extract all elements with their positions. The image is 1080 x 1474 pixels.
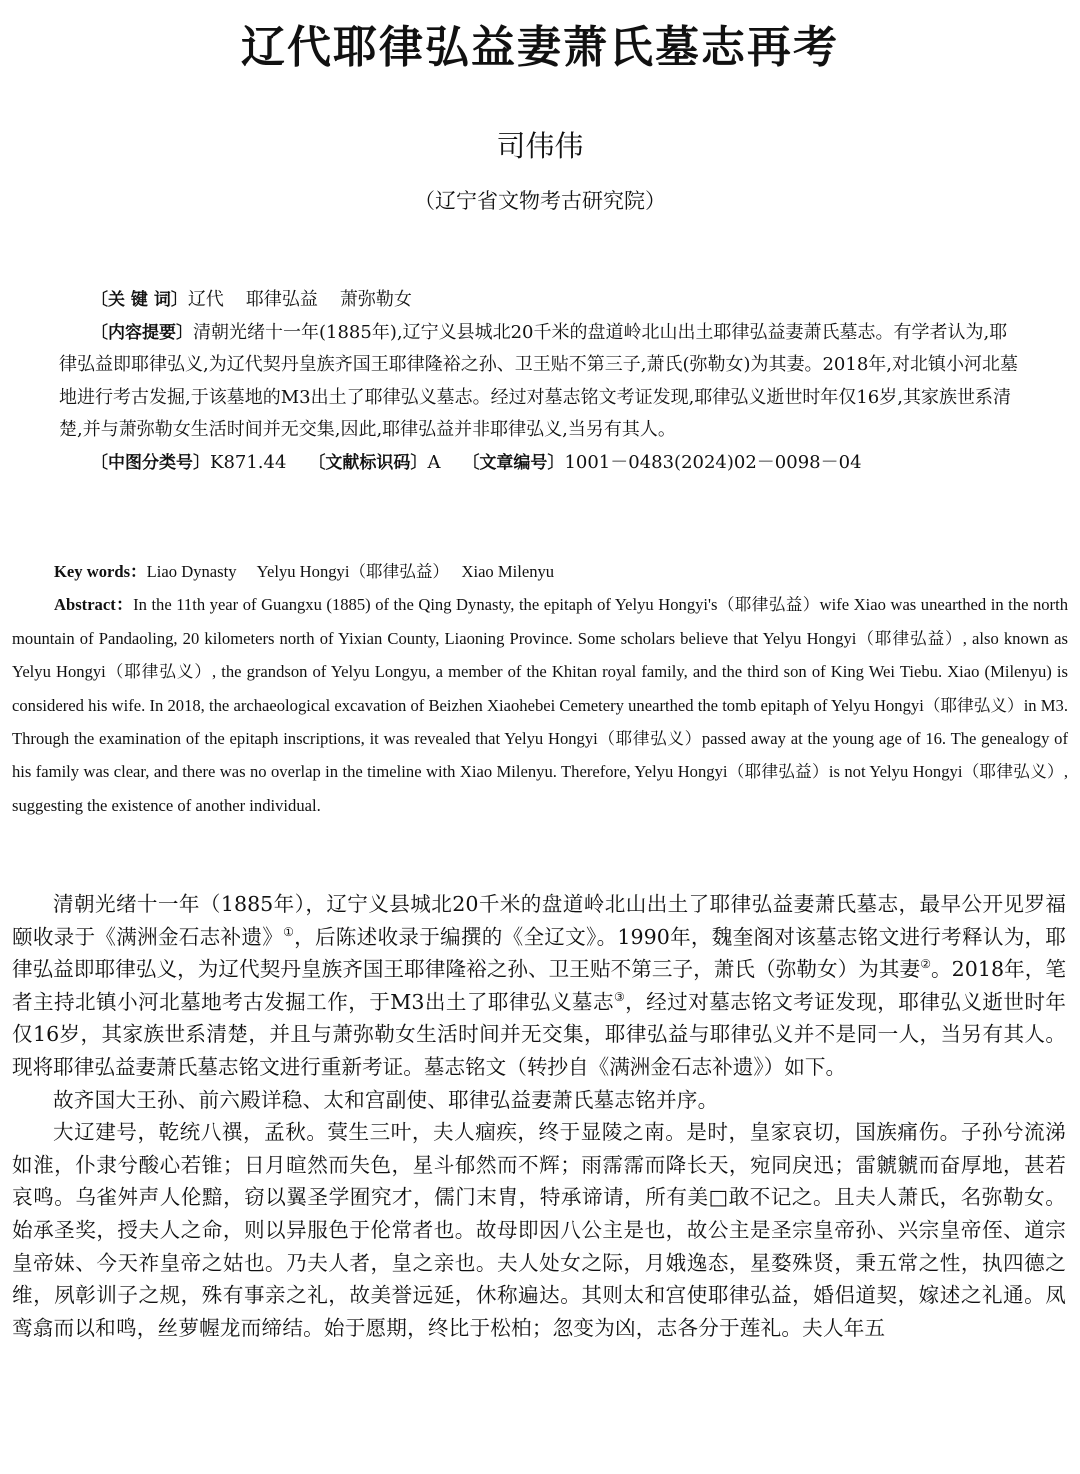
footnote-ref[interactable]: ① (283, 924, 295, 939)
cn-keyword: 辽代 (187, 289, 224, 310)
body-paragraph (12, 888, 1066, 1084)
body-text-run: 。2018年，笔者主持北镇小河北墓地考古发掘工作，于M3出土了耶律弘义墓志 (12, 957, 1066, 1014)
article-no-value: 1001－0483(2024)02－0098－04 (564, 451, 862, 473)
cn-keyword: 萧弥勒女 (339, 289, 412, 310)
paper-title: 辽代耶律弘益妻萧氏墓志再考 (241, 22, 839, 73)
cn-classification-line (59, 447, 1021, 480)
en-keywords-label: Key words： (54, 562, 147, 581)
body-text-run: ，后陈述收录于编撰的《全辽文》。1990年，魏奎阁对该墓志铭文进行考释认为，耶律弘益即耶律弘义，为辽代契丹皇族齐国王耶律隆裕之孙、卫王贴不第三子，萧氏（弥勒女）为其妻 (12, 924, 1066, 982)
cn-summary-label: 〔内容提要〕 (91, 322, 193, 343)
epitaph-text: 大辽建号，乾统八禩，孟秋。蓂生三叶，夫人痼疾，终于显陵之南。是时，皇家哀切，国族痛伤。子孙兮流涕如淮，仆隶兮酸心若锥；日月暄然而失色，星斗郁然而不辉；雨霈霈而降长天，宛同戾迅；雷虩虩而奋厚地，甚若哀鸣。乌雀舛声人伦黯，窃以翼圣学囿究才，儒门末胄，特承谛请，所有美□敢不记之。且夫人萧氏，名弥勒女。始承圣奖，授夫人之命，则以异服色于伦常者也。故母即因八公主是也，故公主是圣宗皇帝孙、兴宗皇帝侄、道宗皇帝妹、今天祚皇帝之姑也。乃夫人者，皇之亲也。夫人处女之际，月娥逸态，星婺殊贤，秉五常之性，执四德之维，夙彰训子之规，殊有事亲之礼，故美誉远延，休称遍达。其则太和宫使耶律弘益，婚侣道契，嫁述之礼通。凤鸾翕而以和鸣，丝萝幄龙而缔结。始于愿期，终比于松柏；忽变为凶，志各分于莲礼。夫人年五 (12, 1120, 1066, 1340)
author-name: 司伟伟 (496, 129, 584, 163)
doc-code-value: A (427, 451, 441, 473)
cn-summary-text: 清朝光绪十一年(1885年),辽宁义县城北20千米的盘道岭北山出土耶律弘益妻萧氏墓志。有学者认为,耶律弘益即耶律弘义,为辽代契丹皇族齐国王耶律隆裕之孙、卫王贴不第三子,萧氏(弥勒女)为其妻。2018年,对北镇小河北墓地进行考古发掘,于该墓地的M3出土了耶律弘义墓志。经过对墓志铭文考证发现,耶律弘义逝世时年仅16岁,其家族世系清楚,并与萧弥勒女生活时间并无交集,因此,耶律弘益并非耶律弘义,当另有其人。 (59, 321, 1019, 440)
en-abstract-paragraph (12, 588, 1068, 822)
doc-code-label: 〔文献标识码〕 (308, 452, 428, 473)
cn-keywords-line (59, 284, 1021, 317)
en-keywords: Liao Dynasty Yelyu Hongyi（耶律弘益） Xiao Milenyu (146, 562, 555, 581)
cn-keyword: 耶律弘益 (245, 289, 318, 310)
cn-summary (59, 317, 1021, 447)
footnote-ref[interactable]: ② (920, 957, 932, 972)
english-abstract (12, 555, 1068, 822)
author-affiliation: （辽宁省文物考古研究院） (414, 189, 666, 213)
clc-label: 〔中图分类号〕 (91, 452, 210, 473)
chinese-abstract (59, 284, 1021, 479)
body-text-run: 清朝光绪十一年（1885年），辽宁义县城北20千米的盘道岭北山出土了耶律弘益妻萧氏墓志，最早公开见罗福颐收录于《满洲金石志补遗》 (12, 892, 1066, 949)
footnote-ref[interactable]: ③ (613, 989, 626, 1004)
cn-keywords-label: 〔关 键 词〕 (91, 290, 188, 310)
body-text-run: ，经过对墓志铭文考证发现，耶律弘义逝世时年仅16岁，其家族世系清楚，并且与萧弥勒女生活时间并无交集，耶律弘益与耶律弘义并不是同一人，当另有其人。现将耶律弘益妻萧氏墓志铭文进行重新考证。墓志铭文（转抄自《满洲金石志补遗》）如下。 (12, 989, 1067, 1079)
epitaph-heading: 故齐国大王孙、前六殿详稳、太和宫副使、耶律弘益妻萧氏墓志铭并序。 (53, 1087, 719, 1112)
en-abstract-text: In the 11th year of Guangxu (1885) of the Qing Dynasty, the epitaph of Yelyu Hongyi's（耶律弘益）wife Xiao was unearthed in the north mountain of Pandaoling, 20 kilometers north of Yixian County, Liaoning Province. Some scholars believe that Yelyu Hongyi（耶律弘益）, also known as Yelyu Hongyi（耶律弘义）, the grandson of Yelyu Longyu, a member of the Khitan royal family, and the third son of King Wei Tiebu. Xiao (Milenyu) is considered his wife. In 2018, the archaeological excavation of Beizhen Xiaohebei Cemetery unearthed the tomb epitaph of Yelyu Hongyi（耶律弘义）in M3. Through the examination of the epitaph inscriptions, it was revealed that Yelyu Hongyi（耶律弘义）passed away at the young age of 16. The genealogy of his family was clear, and there was no overlap in the timeline with Xiao Milenyu. Therefore, Yelyu Hongyi（耶律弘益）is not Yelyu Hongyi（耶律弘义）, suggesting the existence of another individual. (12, 595, 1068, 815)
body-text (12, 888, 1066, 1344)
article-no-label: 〔文章编号〕 (462, 452, 565, 473)
en-abstract-label: Abstract： (54, 595, 134, 615)
clc-value: K871.44 (210, 451, 287, 473)
en-keywords-line (12, 555, 1068, 588)
